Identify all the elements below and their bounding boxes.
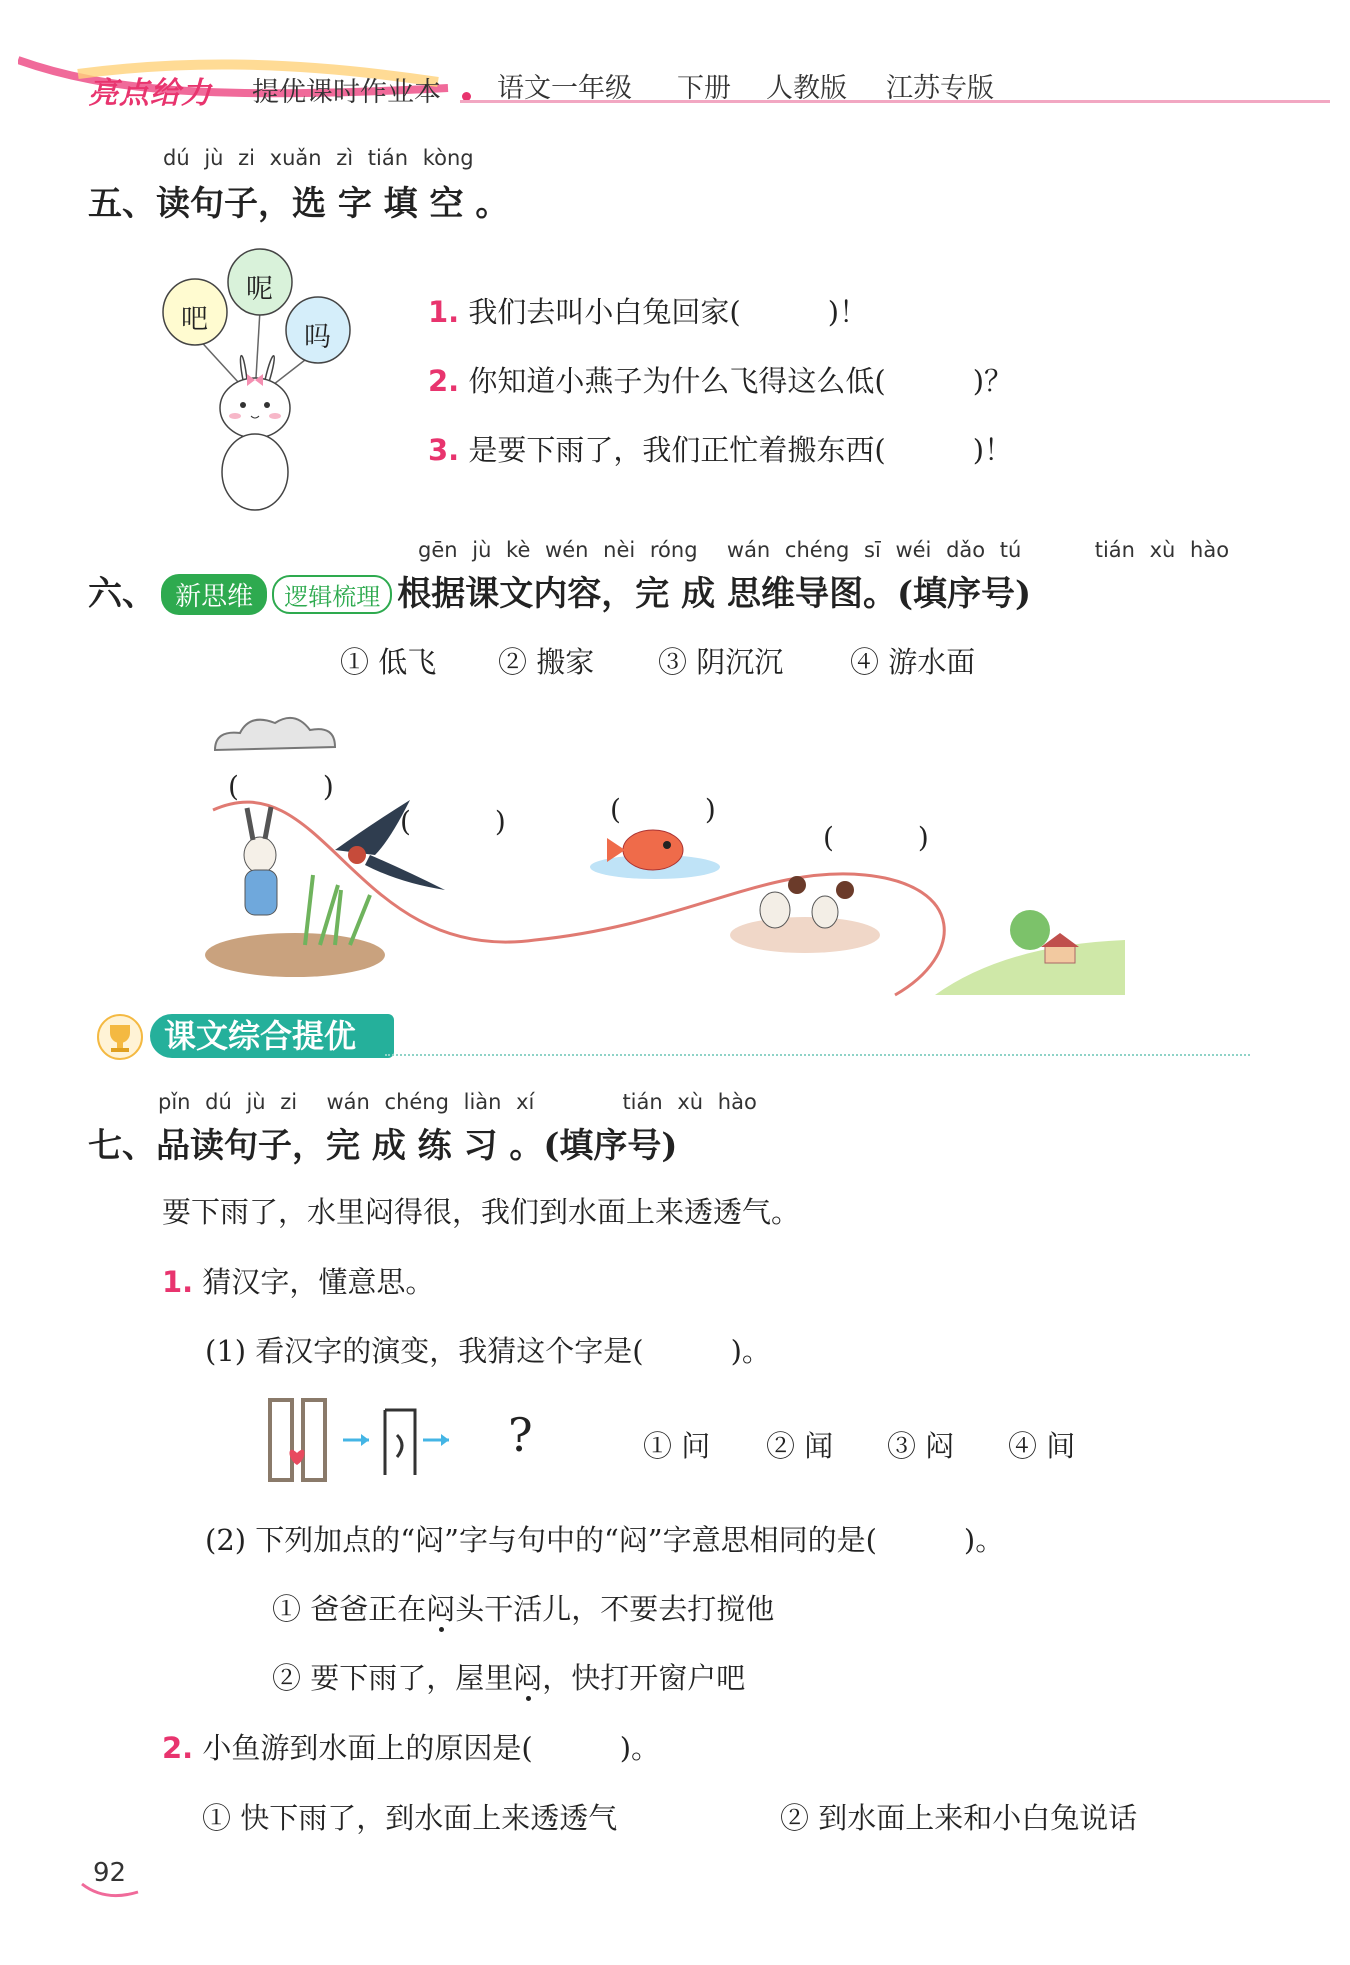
- balloon-label-ma: 吗: [304, 322, 331, 353]
- dotted-char: 闷: [513, 1661, 543, 1695]
- region: 江苏专版: [886, 73, 994, 104]
- rabbit-grass-icon: [205, 807, 385, 977]
- option-after: 头干活儿，不要去打搅他: [455, 1592, 775, 1626]
- brand-title: 亮点给力: [88, 76, 212, 111]
- fish-icon: [590, 830, 720, 879]
- item-number: 1.: [428, 295, 460, 329]
- evolution-question-mark: ?: [508, 1408, 533, 1462]
- section5-item-1: [428, 290, 868, 331]
- section6-option-3: ③ 阴沉沉: [658, 645, 784, 679]
- q1-sub1-option-3: ③ 闷: [887, 1429, 955, 1463]
- trophy-icon: [96, 1013, 144, 1061]
- q1-row: [162, 1260, 434, 1301]
- section-banner: 课文综合提优: [150, 1014, 394, 1058]
- section7-pinyin: pǐn dú jù zi wán chéng liàn xí tián xù hào: [158, 1090, 757, 1114]
- q2-text: 小鱼游到水面上的原因是( )。: [202, 1731, 661, 1765]
- subject-grade: 语文一年级: [497, 73, 632, 104]
- option-before: ② 要下雨了，屋里: [272, 1661, 514, 1695]
- section5-item-2: [428, 359, 1013, 400]
- volume: 下册: [677, 73, 731, 104]
- q2-number: 2.: [162, 1731, 194, 1765]
- section5-item-3: [428, 428, 1013, 469]
- seal-script-icon: [385, 1410, 415, 1475]
- item-text: 你知道小燕子为什么飞得这么低( )？: [468, 364, 1014, 398]
- section-dotted-rule: [385, 1054, 1250, 1056]
- q1-sub2-option-2: [272, 1656, 745, 1697]
- q2-option-2: ② 到水面上来和小白兔说话: [780, 1801, 1138, 1835]
- mindmap-illustration: [205, 705, 1145, 1005]
- section6-title-row: [88, 566, 1031, 615]
- balloon-label-ne: 呢: [246, 274, 273, 305]
- q2-row: [162, 1726, 660, 1767]
- item-number: 3.: [428, 433, 460, 467]
- cloud-icon: [215, 718, 335, 750]
- section6-option-1: ① 低飞: [340, 645, 437, 679]
- balloon-label-ba: 吧: [181, 304, 208, 335]
- item-text: 我们去叫小白兔回家( )！: [468, 295, 869, 329]
- option-before: ① 爸爸正在: [272, 1592, 427, 1626]
- page-number: 92: [93, 1858, 127, 1888]
- q1-sub1-option-1: ① 问: [643, 1429, 711, 1463]
- q1-sub1-option-2: ② 闻: [766, 1429, 834, 1463]
- section6-pinyin: gēn jù kè wén nèi róng wán chéng sī wéi dǎo tú tián xù hào: [418, 538, 1230, 562]
- section6-prefix: 六、: [88, 574, 156, 614]
- section5-pinyin: dú jù zi xuǎn zì tián kòng: [163, 146, 474, 170]
- q1-text: 猜汉字，懂意思。: [202, 1265, 435, 1299]
- blank-cloud: ( ): [228, 770, 334, 803]
- item-text: 是要下雨了，我们正忙着搬东西( )！: [468, 433, 1014, 467]
- q1-sub2-option-1: [272, 1587, 774, 1628]
- dotted-char: 闷: [426, 1592, 456, 1626]
- ancient-door-heart-icon: [270, 1400, 325, 1480]
- character-evolution-illustration: [265, 1395, 465, 1485]
- q1-number: 1.: [162, 1265, 194, 1299]
- section6-option-4: ④ 游水面: [850, 645, 976, 679]
- blank-swallow: ( ): [400, 805, 506, 838]
- q1-sub2: (2) 下列加点的“闷”字与句中的“闷”字意思相同的是( )。: [205, 1523, 1005, 1557]
- house-hill-icon: [935, 910, 1125, 995]
- tag-logic: 逻辑梳理: [272, 575, 392, 614]
- tag-new-thinking: 新思维: [161, 574, 267, 615]
- q1-sub1: (1) 看汉字的演变，我猜这个字是( )。: [205, 1334, 771, 1368]
- section6-option-2: ② 搬家: [498, 645, 595, 679]
- section7-title: 七、品读句子，完 成 练 习 。(填序号): [88, 1126, 678, 1166]
- blank-ants: ( ): [823, 821, 929, 854]
- section7-passage: 要下雨了，水里闷得很，我们到水面上来透透气。: [162, 1195, 801, 1229]
- option-after: ，快打开窗户吧: [542, 1661, 746, 1695]
- q1-sub1-option-4: ④ 间: [1008, 1429, 1076, 1463]
- edition: 人教版: [766, 73, 847, 104]
- q2-option-1: ① 快下雨了，到水面上来透透气: [202, 1801, 618, 1835]
- section6-title: 根据课文内容，完 成 思维导图。(填序号): [397, 574, 1032, 614]
- blank-fish: ( ): [610, 793, 716, 826]
- item-number: 2.: [428, 364, 460, 398]
- workbook-subtitle: 提优课时作业本: [252, 77, 441, 108]
- section5-title: 五、读句子，选 字 填 空 。: [88, 184, 510, 224]
